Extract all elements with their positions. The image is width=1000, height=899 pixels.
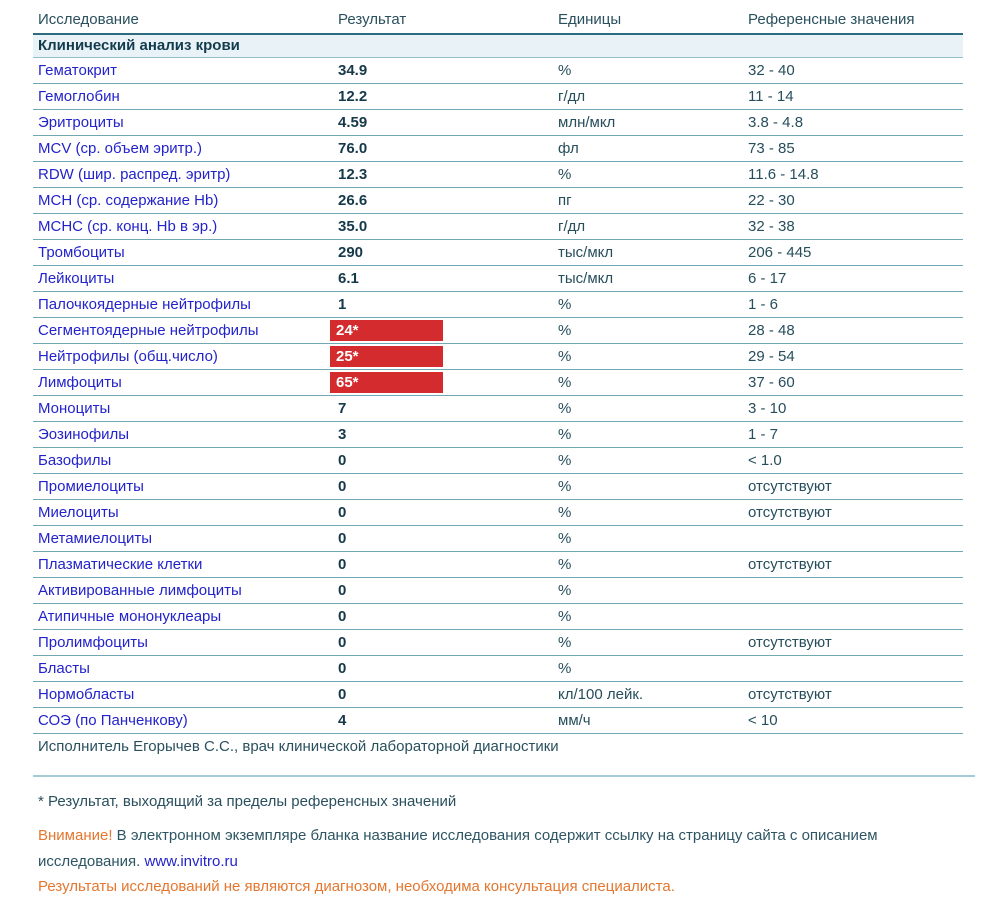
- table-row: [33, 526, 963, 552]
- result-value: 24*: [330, 320, 443, 341]
- units-value: мм/ч: [558, 712, 591, 729]
- test-name-link[interactable]: Миелоциты: [38, 504, 119, 521]
- test-name-link[interactable]: Лимфоциты: [38, 374, 122, 391]
- units-value: %: [558, 166, 572, 183]
- units-value: %: [558, 530, 572, 547]
- result-value: 0: [338, 608, 347, 625]
- units-value: г/дл: [558, 88, 586, 105]
- table-row: [33, 448, 963, 474]
- units-value: %: [558, 660, 572, 677]
- section-header: [33, 35, 963, 58]
- reference-range: < 1.0: [748, 452, 782, 469]
- units-value: %: [558, 426, 572, 443]
- reference-range: 28 - 48: [748, 322, 795, 339]
- test-name-link[interactable]: Нейтрофилы (общ.число): [38, 348, 218, 365]
- result-value: 4: [338, 712, 347, 729]
- invitro-link[interactable]: www.invitro.ru: [144, 852, 238, 870]
- reference-range: отсутствуют: [748, 504, 832, 521]
- result-value: 3: [338, 426, 347, 443]
- test-name-link[interactable]: Активированные лимфоциты: [38, 582, 242, 599]
- table-row: [33, 110, 963, 136]
- test-name-link[interactable]: MCH (ср. содержание Hb): [38, 192, 219, 209]
- test-name-link[interactable]: Бласты: [38, 660, 90, 677]
- lab-report: [33, 0, 963, 899]
- units-value: %: [558, 608, 572, 625]
- units-value: %: [558, 374, 572, 391]
- units-value: %: [558, 348, 572, 365]
- table-row: [33, 552, 963, 578]
- result-value: 35.0: [338, 218, 368, 235]
- units-value: тыс/мкл: [558, 244, 614, 261]
- units-value: %: [558, 478, 572, 495]
- results-table-body: [33, 58, 963, 734]
- table-row: [33, 58, 963, 84]
- test-name-link[interactable]: Атипичные мононуклеары: [38, 608, 222, 625]
- units-value: тыс/мкл: [558, 270, 614, 287]
- units-value: %: [558, 582, 572, 599]
- result-value: 12.3: [338, 166, 368, 183]
- result-value: 0: [338, 504, 347, 521]
- table-row: [33, 604, 963, 630]
- units-value: млн/мкл: [558, 114, 616, 131]
- result-value: 0: [338, 660, 347, 677]
- out-of-range-footnote: * Результат, выходящий за пределы референсных значений: [38, 793, 457, 810]
- reference-range: 1 - 7: [748, 426, 779, 443]
- reference-range: отсутствуют: [748, 686, 832, 703]
- reference-range: отсутствуют: [748, 556, 832, 573]
- reference-range: 6 - 17: [748, 270, 787, 287]
- column-header-reference: Референсные значения: [748, 11, 915, 28]
- units-value: кл/100 лейк.: [558, 686, 644, 703]
- reference-range: 3.8 - 4.8: [748, 114, 804, 131]
- test-name-link[interactable]: MCV (ср. объем эритр.): [38, 140, 203, 157]
- reference-range: отсутствуют: [748, 478, 832, 495]
- table-header-row: [33, 6, 963, 35]
- test-name-link[interactable]: Промиелоциты: [38, 478, 144, 495]
- table-row: [33, 396, 963, 422]
- test-name-link[interactable]: Эозинофилы: [38, 426, 130, 443]
- table-row: [33, 656, 963, 682]
- result-value: 0: [338, 452, 347, 469]
- units-value: фл: [558, 140, 579, 157]
- reference-range: 11 - 14: [748, 88, 794, 105]
- table-row: [33, 214, 963, 240]
- test-name-link[interactable]: Гематокрит: [38, 62, 117, 79]
- test-name-link[interactable]: СОЭ (по Панченкову): [38, 712, 188, 729]
- table-row: [33, 84, 963, 110]
- table-row: [33, 292, 963, 318]
- table-row: [33, 578, 963, 604]
- reference-range: 206 - 445: [748, 244, 812, 261]
- table-row: [33, 318, 963, 344]
- column-header-test: Исследование: [38, 11, 139, 28]
- test-name-link[interactable]: Сегментоядерные нейтрофилы: [38, 322, 259, 339]
- table-row: [33, 682, 963, 708]
- test-name-link[interactable]: Гемоглобин: [38, 88, 120, 105]
- units-value: %: [558, 634, 572, 651]
- test-name-link[interactable]: MCHC (ср. конц. Hb в эр.): [38, 218, 218, 235]
- result-value: 25*: [330, 346, 443, 367]
- executor-line: Исполнитель Егорычев С.С., врач клинической лабораторной диагностики: [38, 738, 559, 755]
- reference-range: 73 - 85: [748, 140, 795, 157]
- units-value: %: [558, 62, 572, 79]
- result-value: 6.1: [338, 270, 359, 287]
- table-row: [33, 162, 963, 188]
- result-value: 12.2: [338, 88, 368, 105]
- disclaimer-line: Результаты исследований не являются диагнозом, необходима консультация специалиста.: [38, 878, 675, 895]
- table-row: [33, 240, 963, 266]
- test-name-link[interactable]: Плазматические клетки: [38, 556, 203, 573]
- result-value: 4.59: [338, 114, 368, 131]
- result-value: 34.9: [338, 62, 368, 79]
- reference-range: 32 - 38: [748, 218, 795, 235]
- test-name-link[interactable]: Палочкоядерные нейтрофилы: [38, 296, 251, 313]
- test-name-link[interactable]: Пролимфоциты: [38, 634, 148, 651]
- result-value: 7: [338, 400, 347, 417]
- reference-range: < 10: [748, 712, 778, 729]
- test-name-link[interactable]: Лейкоциты: [38, 270, 115, 287]
- test-name-link[interactable]: RDW (шир. распред. эритр): [38, 166, 231, 183]
- test-name-link[interactable]: Моноциты: [38, 400, 111, 417]
- units-value: %: [558, 296, 572, 313]
- warning-label: Внимание!: [38, 827, 113, 844]
- units-value: %: [558, 556, 572, 573]
- reference-range: 37 - 60: [748, 374, 795, 391]
- reference-range: 11.6 - 14.8: [748, 166, 819, 183]
- reference-range: 3 - 10: [748, 400, 787, 417]
- result-value: 0: [338, 556, 347, 573]
- result-value: 0: [338, 686, 347, 703]
- result-value: 0: [338, 478, 347, 495]
- result-value: 65*: [330, 372, 443, 393]
- result-value: 1: [338, 296, 347, 313]
- table-row: [33, 500, 963, 526]
- table-row: [33, 630, 963, 656]
- test-name-link[interactable]: Нормобласты: [38, 686, 135, 703]
- result-value: 26.6: [338, 192, 368, 209]
- reference-range: отсутствуют: [748, 634, 832, 651]
- separator-line: [33, 775, 975, 777]
- result-value: 0: [338, 530, 347, 547]
- table-row: [33, 136, 963, 162]
- result-value: 76.0: [338, 140, 368, 157]
- reference-range: 22 - 30: [748, 192, 795, 209]
- table-row: [33, 370, 963, 396]
- warning-text: В электронном экземпляре бланка название исследования содержит ссылку на страницу сайта с описанием исследования.: [38, 827, 878, 870]
- table-row: [33, 266, 963, 292]
- result-value: 290: [338, 244, 364, 261]
- test-name-link[interactable]: Тромбоциты: [38, 244, 125, 261]
- column-header-result: Результат: [338, 11, 407, 28]
- result-value: 0: [338, 634, 347, 651]
- table-row: [33, 708, 963, 734]
- units-value: пг: [558, 192, 572, 209]
- units-value: %: [558, 322, 572, 339]
- result-value: 0: [338, 582, 347, 599]
- warning-paragraph: [33, 823, 963, 874]
- units-value: %: [558, 504, 572, 521]
- table-row: [33, 422, 963, 448]
- units-value: %: [558, 452, 572, 469]
- reference-range: 32 - 40: [748, 62, 795, 79]
- test-name-link[interactable]: Базофилы: [38, 452, 112, 469]
- table-row: [33, 474, 963, 500]
- units-value: %: [558, 400, 572, 417]
- table-row: [33, 344, 963, 370]
- units-value: г/дл: [558, 218, 586, 235]
- section-title: Клинический анализ крови: [38, 37, 240, 54]
- test-name-link[interactable]: Эритроциты: [38, 114, 124, 131]
- reference-range: 29 - 54: [748, 348, 795, 365]
- column-header-units: Единицы: [558, 11, 622, 28]
- test-name-link[interactable]: Метамиелоциты: [38, 530, 152, 547]
- table-row: [33, 188, 963, 214]
- reference-range: 1 - 6: [748, 296, 779, 313]
